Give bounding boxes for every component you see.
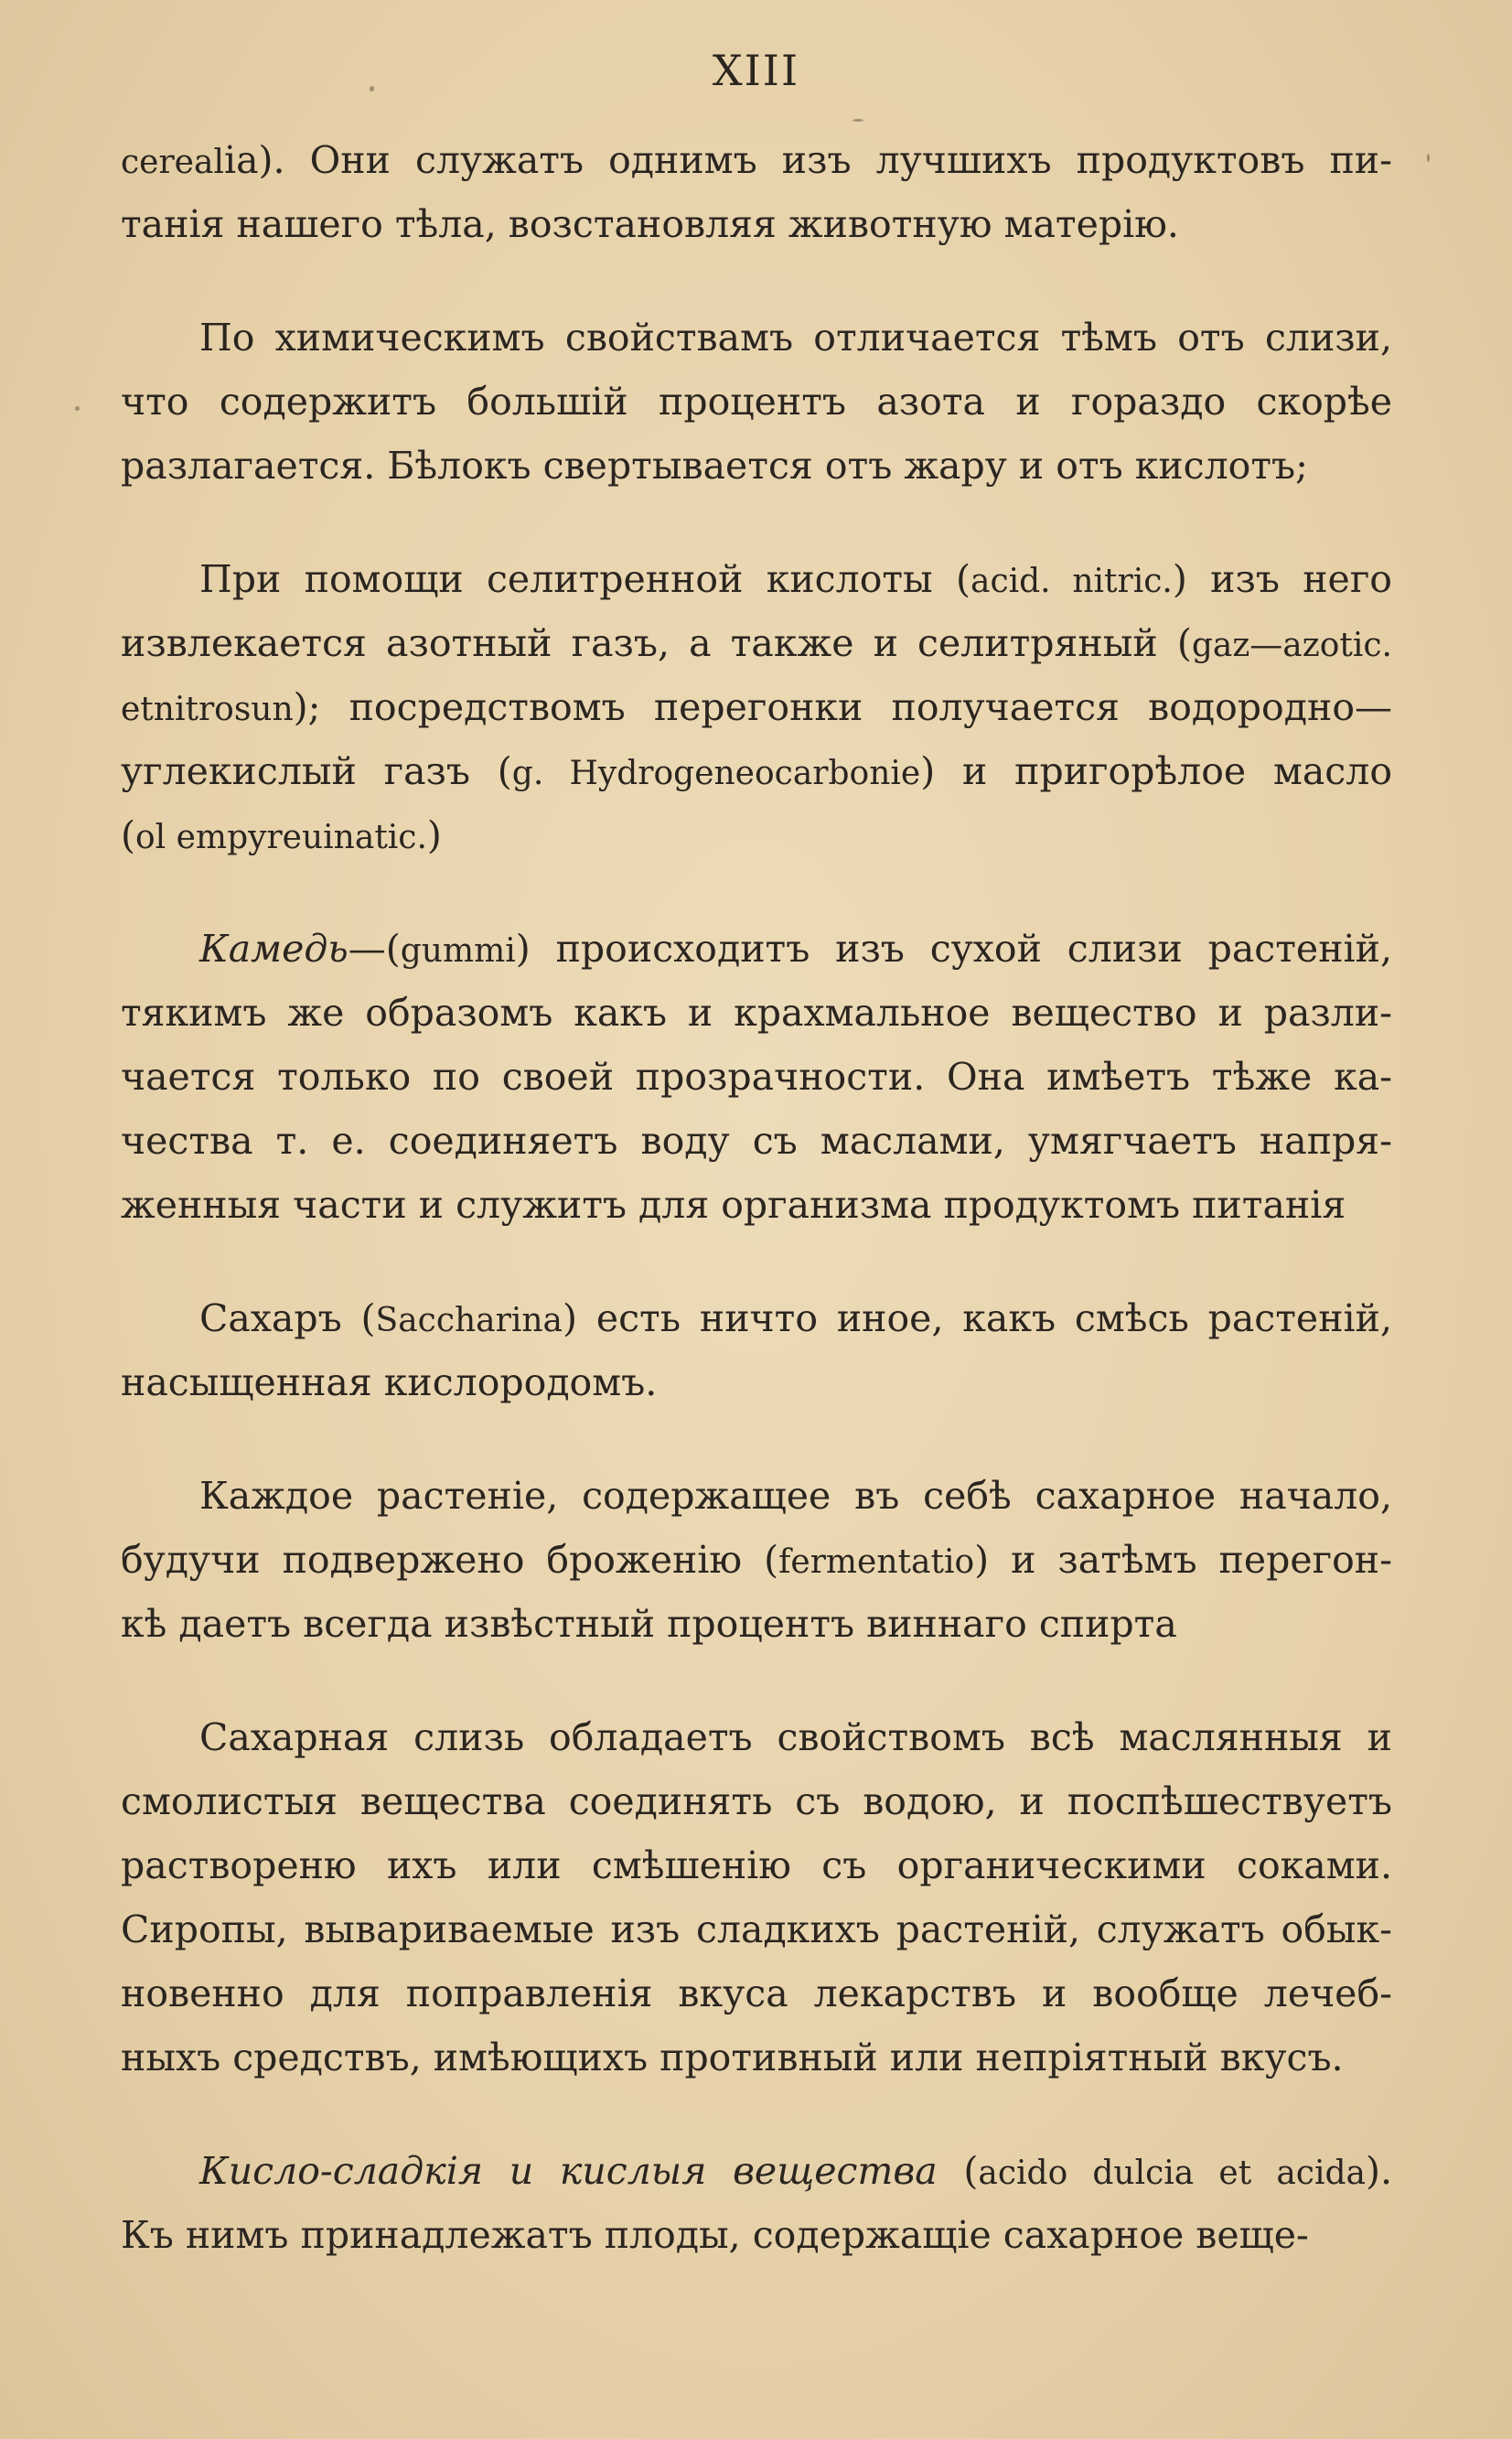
text-segment: ) изъ него xyxy=(1172,557,1392,601)
text-segment: Сахарная слизь обладаетъ свойствомъ всѣ маслянныя и xyxy=(199,1715,1392,1759)
text-line xyxy=(121,1705,1392,1769)
text-line xyxy=(121,2139,1392,2203)
ink-speck xyxy=(1427,154,1430,162)
page-body xyxy=(121,128,1392,2316)
latin-term: etnitrosun xyxy=(121,691,294,728)
ink-speck xyxy=(370,86,374,91)
latin-term: acido dulcia et acida xyxy=(978,2154,1366,2192)
text-segment: раствореню ихъ или смѣшенію съ органическими соками. xyxy=(121,1843,1392,1887)
text-line xyxy=(121,1528,1392,1592)
text-segment: ) и пригорѣлое масло xyxy=(920,749,1392,793)
text-line xyxy=(121,1045,1392,1109)
text-line xyxy=(121,306,1392,370)
text-line xyxy=(121,1592,1392,1656)
text-line xyxy=(121,803,1392,867)
latin-term: g. Hydrogeneocarbonie xyxy=(511,755,921,792)
text-segment: что содержитъ большій процентъ азота и гораздо скорѣе xyxy=(121,380,1392,424)
text-segment: танія нашего тѣла, возстановляя животную матерію. xyxy=(121,202,1179,246)
text-segment: ); посредствомъ перегонки получается водородно— xyxy=(293,685,1392,729)
text-segment: новенно для поправленія вкуса лекарствъ и вообще лечеб- xyxy=(121,1972,1392,2015)
text-segment: ( xyxy=(121,813,135,857)
text-line xyxy=(121,2203,1392,2267)
term-heading: Камедь xyxy=(199,927,349,971)
paragraph xyxy=(121,2139,1392,2267)
text-segment: ) есть ничто иное, какъ смѣсь растеній, xyxy=(563,1296,1392,1340)
text-line xyxy=(121,1109,1392,1173)
latin-term: gummi xyxy=(400,932,516,970)
text-line xyxy=(121,370,1392,434)
text-segment: Къ нимъ принадлежатъ плоды, содержащіе сахарное веще- xyxy=(121,2213,1309,2257)
text-line xyxy=(121,1173,1392,1237)
paragraph xyxy=(121,547,1392,867)
text-line xyxy=(121,1286,1392,1350)
text-line xyxy=(121,128,1392,192)
text-segment: кѣ даетъ всегда извѣстный процентъ виннаго спирта xyxy=(121,1602,1177,1646)
latin-term: Saccharina xyxy=(375,1302,563,1339)
text-segment: Каждое растеніе, содержащее въ себѣ сахарное начало, xyxy=(199,1474,1392,1518)
paragraph xyxy=(121,1286,1392,1414)
text-line xyxy=(121,1350,1392,1414)
text-segment: тякимъ же образомъ какъ и крахмальное вещество и разли- xyxy=(121,991,1392,1035)
text-segment: насыщенная кислородомъ. xyxy=(121,1360,658,1404)
page-number: XIII xyxy=(712,46,800,95)
paragraph xyxy=(121,917,1392,1237)
text-segment: углекислый газъ ( xyxy=(121,749,512,793)
text-line xyxy=(121,1833,1392,1897)
text-line xyxy=(121,1961,1392,2025)
text-line xyxy=(121,739,1392,803)
latin-term: gaz—azotic. xyxy=(1191,627,1392,664)
text-segment: ia). Они служатъ однимъ изъ лучшихъ продуктовъ пи- xyxy=(223,138,1392,182)
text-segment: ) xyxy=(426,813,442,857)
text-line xyxy=(121,434,1392,498)
text-line xyxy=(121,675,1392,739)
text-line xyxy=(121,611,1392,675)
text-line xyxy=(121,547,1392,611)
text-segment: Сахаръ ( xyxy=(199,1296,376,1340)
text-segment: ) и затѣмъ перегон- xyxy=(974,1538,1392,1582)
paragraph xyxy=(121,1464,1392,1656)
text-segment: чается только по своей прозрачности. Она имѣетъ тѣже ка- xyxy=(121,1055,1392,1099)
ink-speck xyxy=(75,406,80,411)
text-line xyxy=(121,1897,1392,1961)
text-segment: чества т. е. соединяетъ воду съ маслами, умягчаетъ напря- xyxy=(121,1119,1392,1163)
text-segment: разлагается. Бѣлокъ свертывается отъ жару и отъ кислотъ; xyxy=(121,444,1308,488)
text-line xyxy=(121,1769,1392,1833)
text-segment: При помощи селитренной кислоты ( xyxy=(199,557,970,601)
text-line xyxy=(121,1464,1392,1528)
latin-term: cereal xyxy=(121,144,224,181)
text-line xyxy=(121,981,1392,1045)
term-heading: Кисло-сладкія и кислыя вещества xyxy=(199,2149,938,2193)
text-line xyxy=(121,192,1392,256)
text-segment: смолистыя вещества соединять съ водою, и поспѣшествуетъ xyxy=(121,1779,1392,1823)
text-segment: Сиропы, вывариваемые изъ сладкихъ растеній, служатъ обык- xyxy=(121,1907,1392,1951)
paragraph xyxy=(121,1705,1392,2090)
text-segment: женныя части и служитъ для организма продуктомъ питанія xyxy=(121,1183,1346,1227)
text-segment: ) происходитъ изъ сухой слизи растеній, xyxy=(515,927,1392,971)
text-segment: По химическимъ свойствамъ отличается тѣмъ отъ слизи, xyxy=(199,316,1392,360)
ink-speck xyxy=(853,119,863,122)
latin-term: acid. nitric. xyxy=(970,563,1173,600)
text-segment: извлекается азотный газъ, а также и селитряный ( xyxy=(121,621,1192,665)
latin-term: fermentatio xyxy=(778,1543,975,1581)
text-segment: ныхъ средствъ, имѣющихъ противный или непріятный вкусъ. xyxy=(121,2036,1344,2079)
text-segment: —( xyxy=(348,927,401,971)
paragraph xyxy=(121,306,1392,498)
text-segment: ( xyxy=(937,2149,979,2193)
text-segment: ). xyxy=(1365,2149,1392,2193)
text-line xyxy=(121,917,1392,981)
latin-term: ol empyreuinatic. xyxy=(135,819,427,856)
paragraph xyxy=(121,128,1392,256)
text-segment: будучи подвержено броженію ( xyxy=(121,1538,779,1582)
text-line xyxy=(121,2025,1392,2090)
